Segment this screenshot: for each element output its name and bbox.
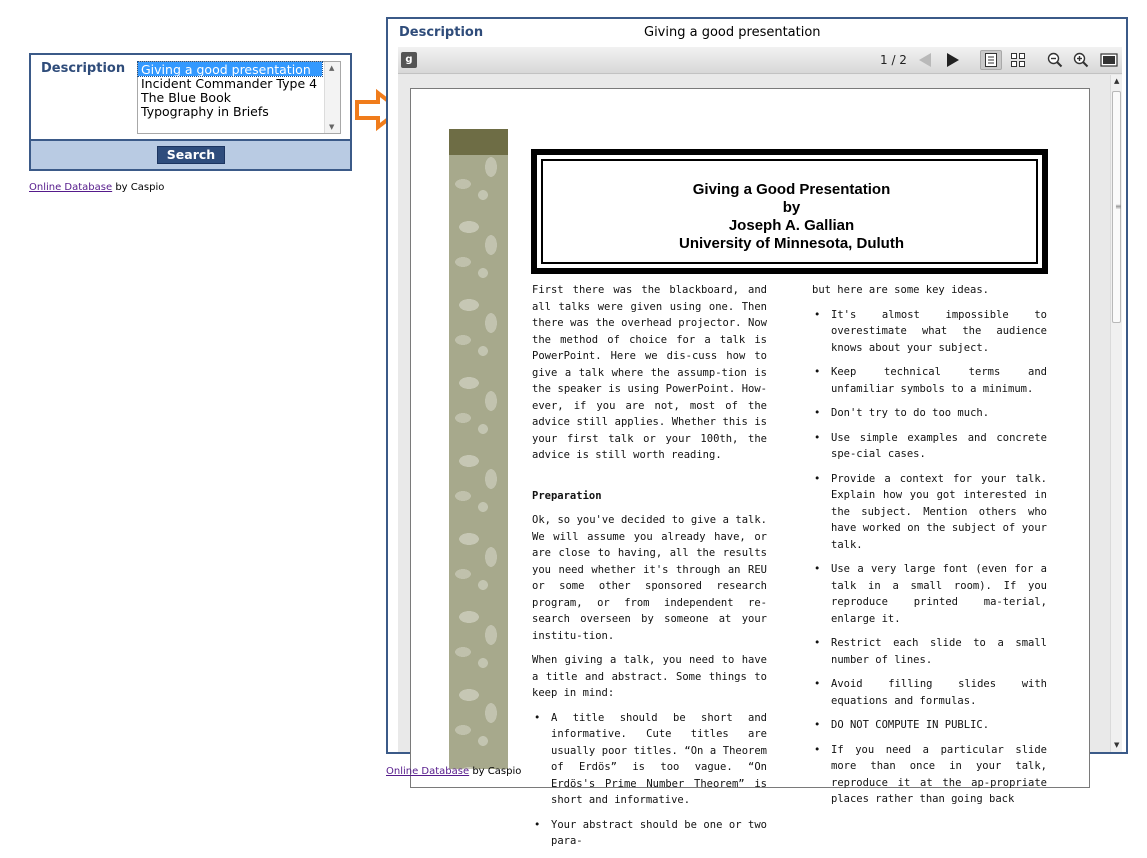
listbox-option[interactable]: The Blue Book: [141, 90, 231, 105]
lead-paragraph: but here are some key ideas.: [812, 284, 990, 296]
powered-by: [29, 182, 164, 193]
document-page: [410, 88, 1090, 847]
search-form: [29, 53, 352, 171]
viewer-toolbar: [398, 47, 1122, 74]
right-text-column: [812, 282, 1047, 816]
bullet-item: • It's almost impossible to overestimate what the audience knows about your subject.: [812, 307, 1047, 357]
search-field-row: [31, 55, 350, 139]
fullscreen-icon[interactable]: [1098, 50, 1120, 70]
details-header: [388, 19, 1126, 47]
scroll-down-icon[interactable]: ▼: [1114, 741, 1120, 749]
document-title: [543, 181, 1040, 253]
body-paragraph: When giving a talk, you need to have a title and abstract. Some things to keep in mind:: [532, 654, 767, 699]
powered-by-suffix: by Caspio: [469, 766, 522, 777]
grid-view-icon[interactable]: [1007, 50, 1029, 70]
intro-paragraph: First there was the blackboard, and all talks were given using one. Then there was the overhead projector. Now the method of choice for a talk is PowerPoint. Here we dis-cuss how to give a talk where the assump-tion is the speaker is using PowerPoint. How-ever, if you are not, most of the advice still applies. Whether this is your first talk or your 100th, the advice is still worth reading.: [532, 284, 767, 461]
section-heading: Preparation: [532, 489, 602, 502]
viewer-logo-icon[interactable]: g: [401, 52, 417, 68]
left-text-column: [532, 282, 767, 858]
bullet-item: • Provide a context for your talk. Explain how you got interested in the subject. Mention others who have worked on the subject of your talk.: [812, 471, 1047, 554]
powered-by: [386, 766, 521, 777]
document-title-line: by: [782, 199, 801, 216]
next-page-icon[interactable]: [942, 50, 964, 70]
details-description-value: Giving a good presentation: [644, 25, 821, 40]
details-description-label: Description: [399, 25, 484, 40]
description-listbox[interactable]: [137, 61, 341, 134]
listbox-scrollbar[interactable]: [324, 62, 340, 133]
search-button[interactable]: Search: [157, 146, 225, 164]
bullet-item: • Keep technical terms and unfamiliar symbols to a minimum.: [812, 364, 1047, 397]
page-indicator: 1 / 2: [880, 53, 907, 67]
viewer-scrollbar[interactable]: [1110, 75, 1122, 752]
bullet-item: • Use a very large font (even for a talk in a small room). If you reproduce printed ma-terial, enlarge it.: [812, 561, 1047, 627]
scroll-up-icon[interactable]: ▲: [329, 64, 335, 72]
online-database-link[interactable]: Online Database: [386, 766, 470, 777]
document-title-box: [531, 149, 1048, 274]
decorative-side-band: [449, 129, 508, 769]
bullet-item: • Use simple examples and concrete spe-cial cases.: [812, 430, 1047, 463]
document-title-line: Giving a Good Presentation: [692, 181, 891, 198]
scroll-down-icon[interactable]: ▼: [329, 123, 335, 131]
left-bullet-list: [532, 710, 767, 850]
bullet-item: • Your abstract should be one or two para-: [532, 817, 767, 850]
powered-by-suffix: by Caspio: [112, 182, 165, 193]
bullet-item: • Avoid filling slides with equations and formulas.: [812, 676, 1047, 709]
body-paragraph: Ok, so you've decided to give a talk. We will assume you already have, or are close to having, all the results you need whether it's through an REU or some other sponsored research program, or from independent re-search overseen by someone at your institu-tion.: [532, 514, 767, 642]
zoom-out-icon[interactable]: [1044, 50, 1066, 70]
bullet-item: • DO NOT COMPUTE IN PUBLIC.: [812, 717, 1047, 734]
listbox-option[interactable]: Incident Commander Type 4: [141, 76, 318, 91]
document-affiliation: University of Minnesota, Duluth: [678, 235, 904, 252]
bullet-item: • Don't try to do too much.: [812, 405, 1047, 422]
listbox-option-selected[interactable]: Giving a good presentation: [138, 62, 322, 76]
bullet-item: • A title should be short and informative. Cute titles are usually poor titles. “On a Theorem of Erdös” is too vague. “On Erdös's Prime Number Theorem” is short and informative.: [532, 710, 767, 809]
bullet-item: • Restrict each slide to a small number of lines.: [812, 635, 1047, 668]
listbox-option[interactable]: Typography in Briefs: [141, 104, 269, 119]
search-footer: [31, 139, 350, 169]
scrollbar-thumb[interactable]: ≡: [1112, 91, 1121, 323]
bullet-item: • If you need a particular slide more than once in your talk, reproduce it at the ap-propriate places rather than going back: [812, 742, 1047, 808]
scroll-up-icon[interactable]: ▲: [1114, 77, 1120, 85]
document-author: Joseph A. Gallian: [728, 217, 855, 234]
online-database-link[interactable]: Online Database: [29, 182, 113, 193]
right-bullet-list: [812, 307, 1047, 808]
description-label: Description: [41, 61, 126, 76]
zoom-in-icon[interactable]: [1070, 50, 1092, 70]
single-page-icon[interactable]: [980, 50, 1002, 70]
prev-page-icon[interactable]: [914, 50, 936, 70]
